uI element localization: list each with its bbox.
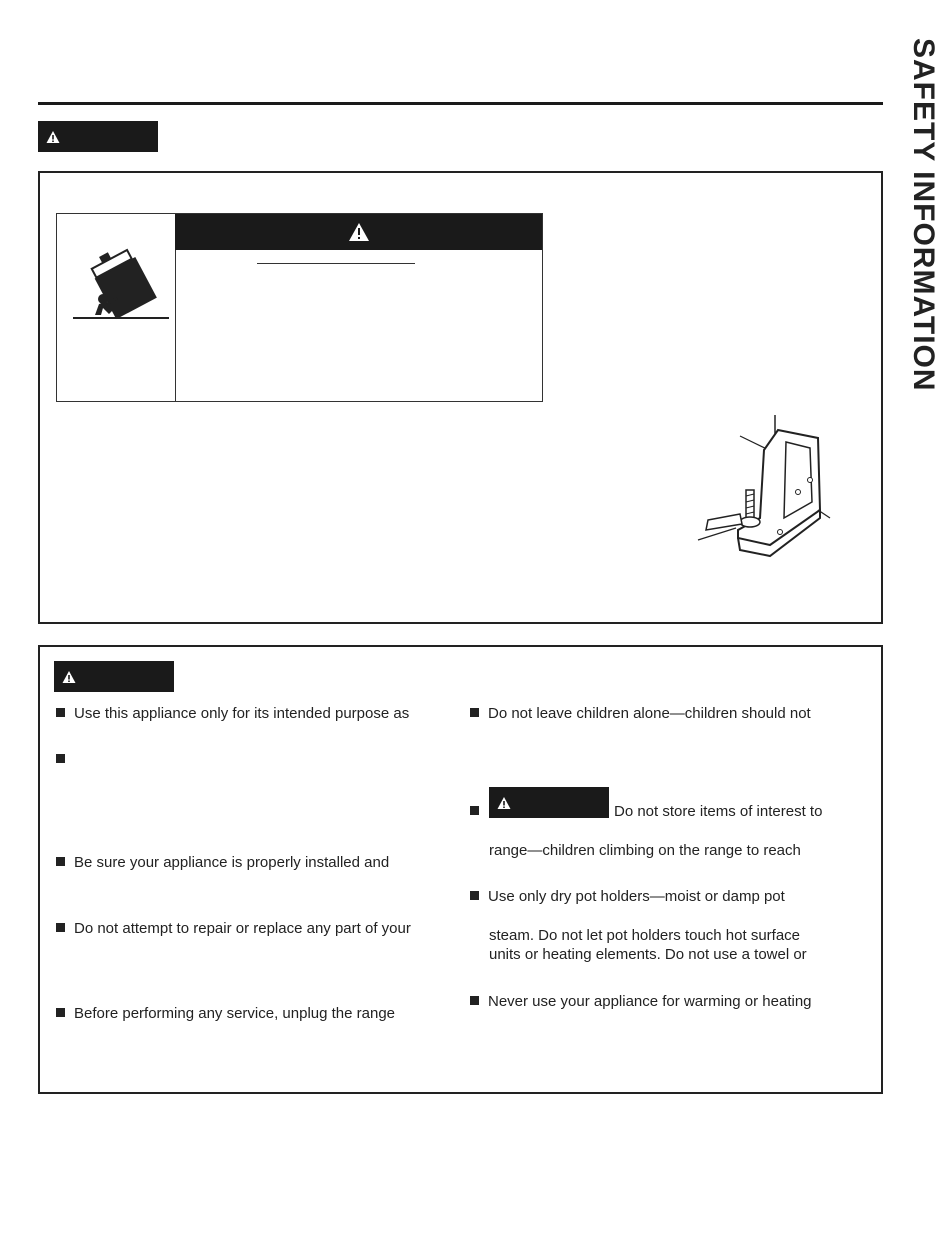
tip-over-illustration (57, 214, 175, 401)
list-item: Be sure your appliance is properly installed and (56, 853, 389, 872)
tip-over-warning-box (56, 213, 543, 402)
list-item: Before performing any service, unplug the range (56, 1004, 395, 1023)
bullet-square-icon (470, 708, 479, 717)
warning-triangle-icon (46, 130, 60, 144)
list-item: Use this appliance only for its intended purpose as (56, 704, 409, 723)
list-item: Do not leave children alone—children should not (470, 704, 811, 723)
bullet-square-icon (470, 996, 479, 1005)
list-item-text: Do not store items of interest to (614, 803, 823, 820)
warning-triangle-icon (497, 796, 511, 810)
list-item: Never use your appliance for warming or heating (470, 992, 812, 1011)
anti-tip-bracket-illustration (690, 410, 840, 580)
list-item (470, 802, 488, 821)
top-rule (38, 102, 883, 105)
warning-badge-top (38, 121, 158, 152)
list-item: Do not attempt to repair or replace any part of your (56, 919, 411, 938)
warning-triangle-icon (348, 222, 370, 242)
warning-triangle-icon (62, 670, 76, 684)
bullet-square-icon (56, 1008, 65, 1017)
tip-over-image-cell (57, 214, 176, 401)
bullet-square-icon (470, 806, 479, 815)
bullet-square-icon (56, 923, 65, 932)
warning-badge-inline (489, 787, 609, 818)
list-item-text: steam. Do not let pot holders touch hot surface (489, 927, 801, 944)
underline-rule (257, 263, 415, 264)
list-item-text: units or heating elements. Do not use a towel or (489, 946, 807, 963)
bullet-square-icon (56, 754, 65, 763)
bullet-square-icon (470, 891, 479, 900)
warning-badge-general (54, 661, 174, 692)
bullet-square-icon (56, 857, 65, 866)
tip-warning-header (175, 214, 542, 250)
list-item-text: range—children climbing on the range to reach (489, 842, 801, 859)
bullet-square-icon (56, 708, 65, 717)
side-section-title: SAFETY INFORMATION (907, 38, 940, 392)
list-item (56, 750, 74, 769)
list-item: Use only dry pot holders—moist or damp pot (470, 887, 785, 906)
